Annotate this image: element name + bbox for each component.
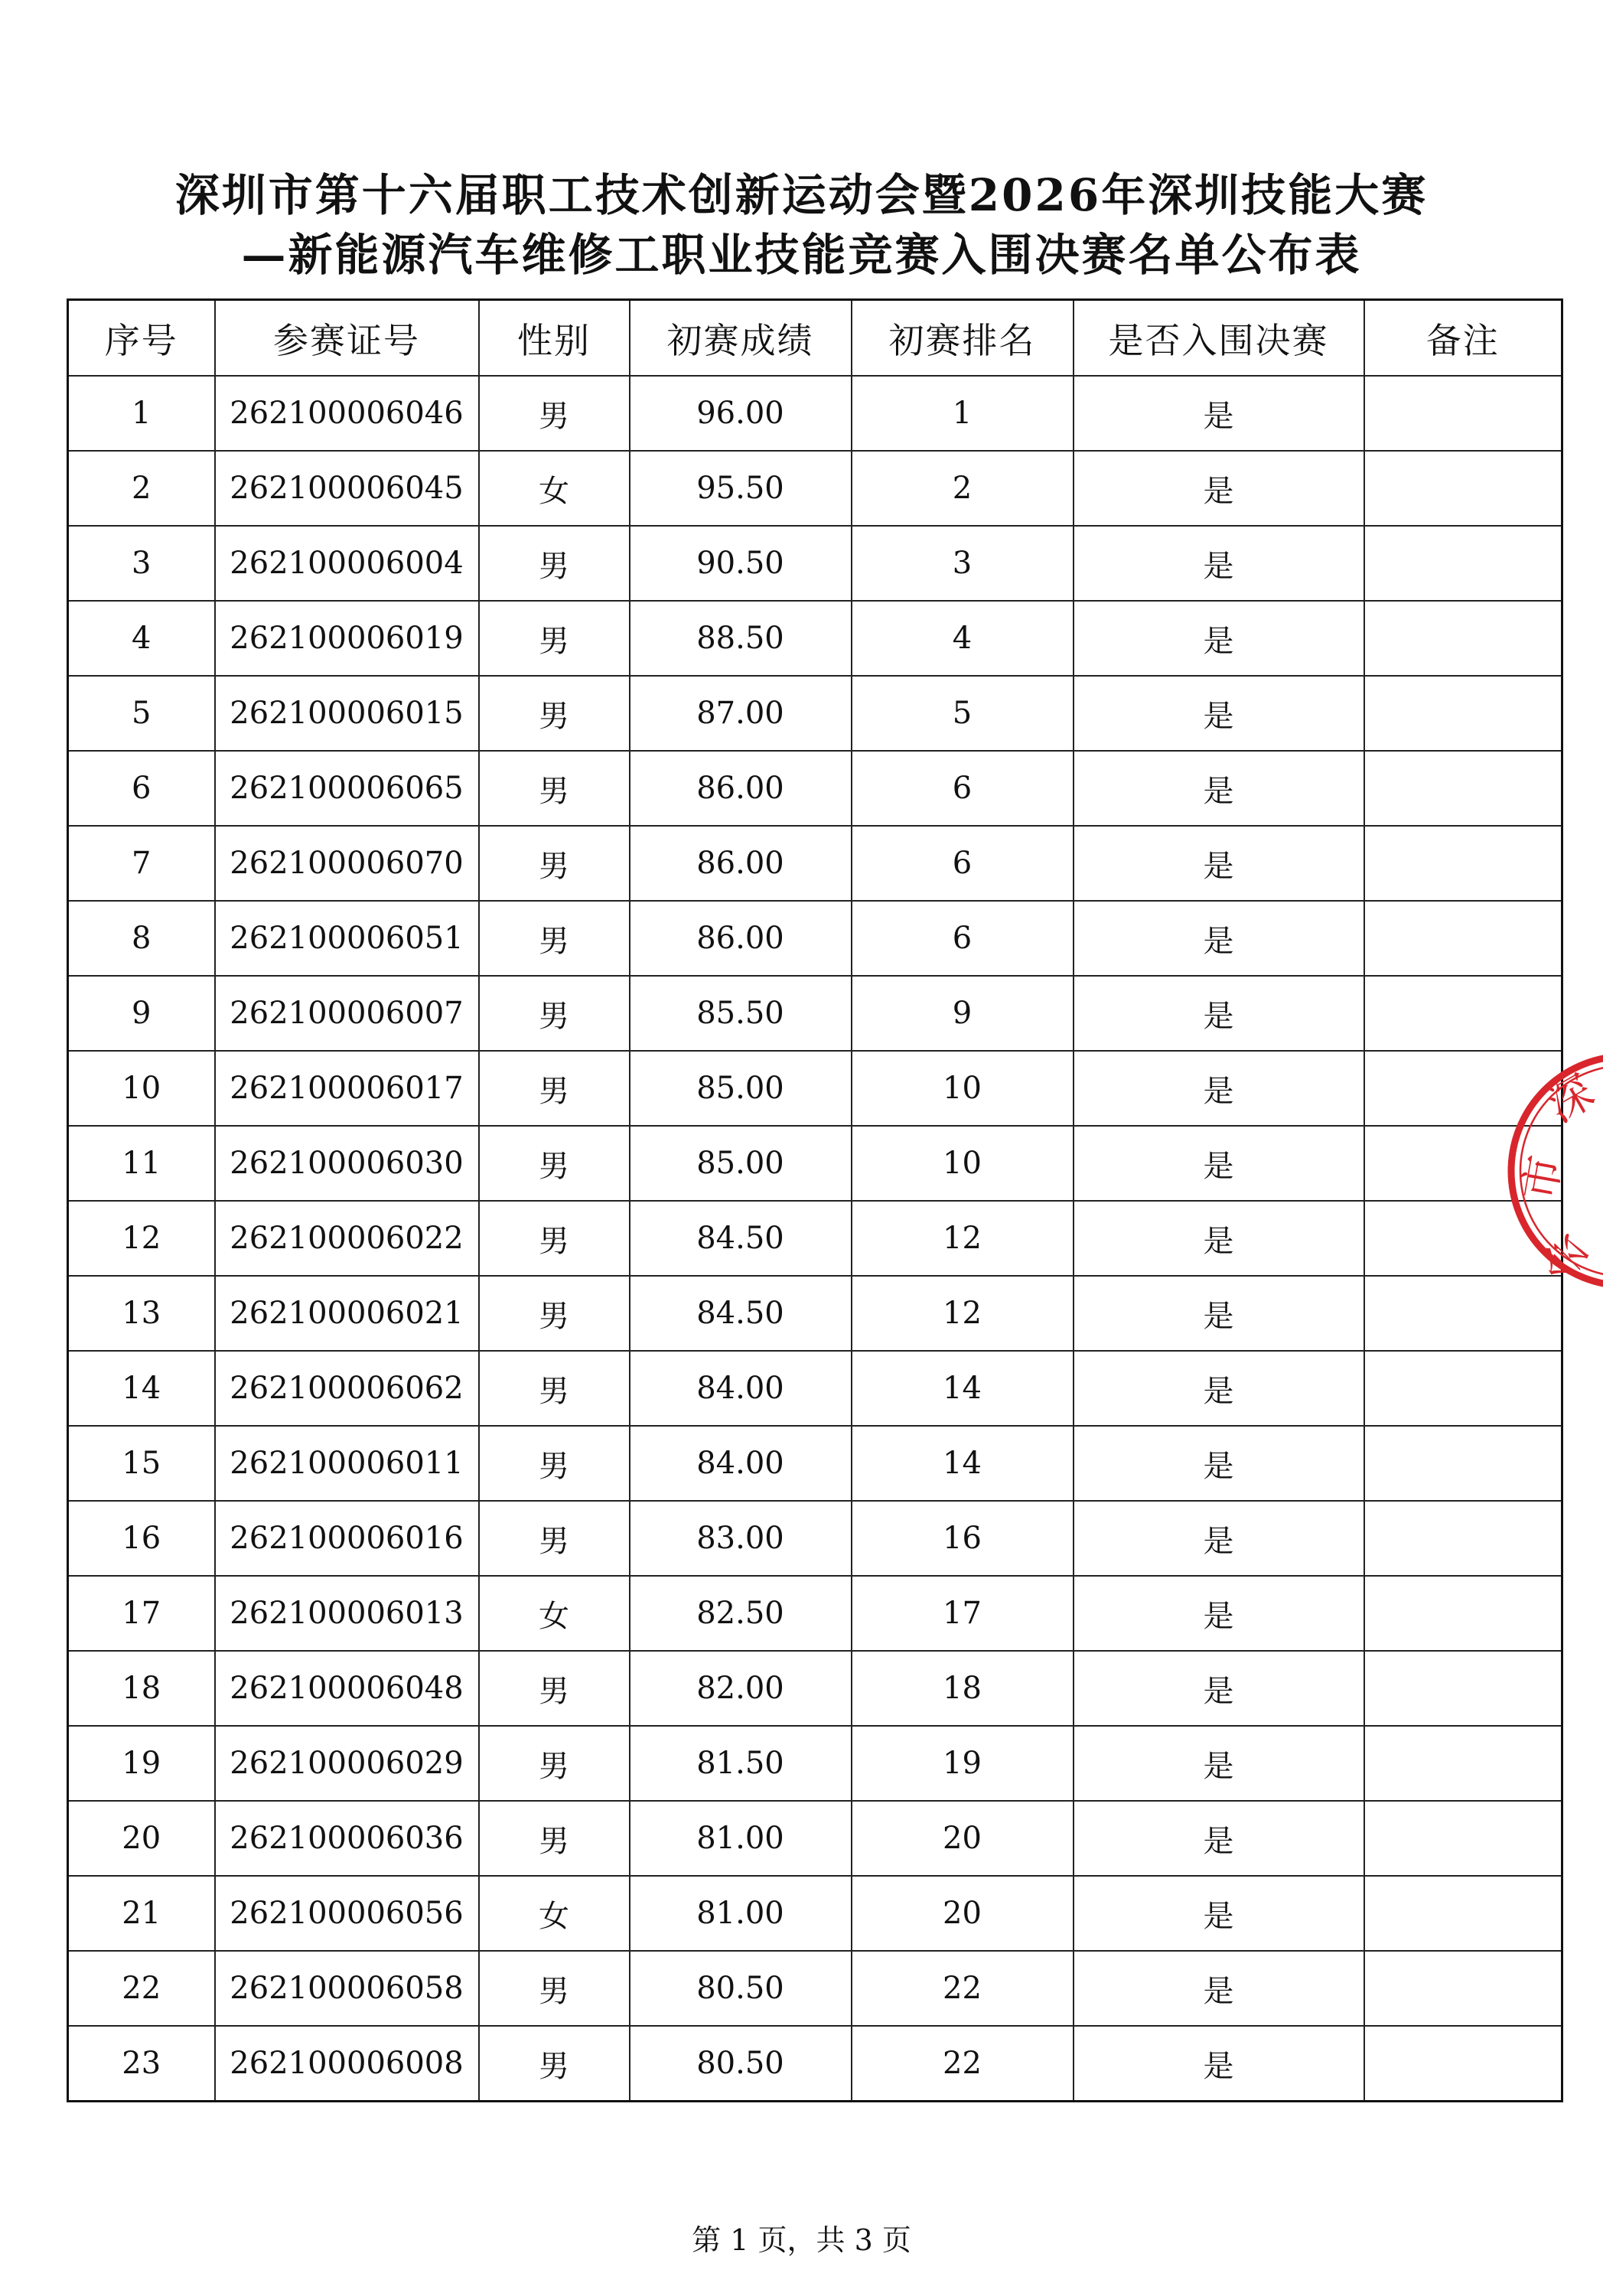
cell-finalist: 是 [1074, 976, 1364, 1051]
cell-index: 22 [68, 1951, 215, 2026]
cell-finalist: 是 [1074, 1126, 1364, 1201]
cell-remarks [1364, 1501, 1562, 1576]
table-row [68, 1501, 1562, 1576]
cell-entry-number: 262100006015 [215, 676, 479, 751]
cell-finalist: 是 [1074, 826, 1364, 901]
seal-character: 市 [1512, 1151, 1572, 1205]
cell-gender: 男 [479, 376, 630, 451]
cell-entry-number: 262100006008 [215, 2026, 479, 2102]
cell-remarks [1364, 1576, 1562, 1651]
cell-index: 16 [68, 1501, 215, 1576]
cell-remarks [1364, 676, 1562, 751]
table-row [68, 2026, 1562, 2102]
cell-remarks [1364, 1651, 1562, 1726]
cell-entry-number: 262100006045 [215, 451, 479, 526]
cell-score: 95.50 [630, 451, 852, 526]
cell-gender: 男 [479, 1426, 630, 1501]
cell-finalist: 是 [1074, 526, 1364, 601]
cell-rank: 19 [852, 1726, 1074, 1801]
table-row [68, 676, 1562, 751]
cell-finalist: 是 [1074, 1951, 1364, 2026]
cell-score: 81.00 [630, 1801, 852, 1876]
cell-score: 86.00 [630, 826, 852, 901]
cell-rank: 3 [852, 526, 1074, 601]
cell-finalist: 是 [1074, 751, 1364, 826]
header-gender: 性别 [479, 300, 630, 377]
cell-entry-number: 262100006036 [215, 1801, 479, 1876]
cell-score: 82.50 [630, 1576, 852, 1651]
cell-rank: 16 [852, 1501, 1074, 1576]
cell-entry-number: 262100006007 [215, 976, 479, 1051]
header-remarks: 备注 [1364, 300, 1562, 377]
cell-score: 80.50 [630, 1951, 852, 2026]
cell-score: 84.00 [630, 1351, 852, 1426]
cell-remarks [1364, 751, 1562, 826]
page-footer: 第 1 页，共 3 页 [692, 2223, 911, 2257]
cell-remarks [1364, 1801, 1562, 1876]
table-row [68, 1426, 1562, 1501]
cell-rank: 12 [852, 1201, 1074, 1276]
cell-finalist: 是 [1074, 1726, 1364, 1801]
table-row [68, 751, 1562, 826]
table-row [68, 1126, 1562, 1201]
table-row [68, 526, 1562, 601]
cell-gender: 男 [479, 601, 630, 676]
cell-rank: 9 [852, 976, 1074, 1051]
cell-entry-number: 262100006021 [215, 1276, 479, 1351]
cell-entry-number: 262100006051 [215, 901, 479, 976]
cell-rank: 6 [852, 901, 1074, 976]
cell-finalist: 是 [1074, 1201, 1364, 1276]
cell-rank: 2 [852, 451, 1074, 526]
cell-index: 23 [68, 2026, 215, 2102]
cell-index: 17 [68, 1576, 215, 1651]
cell-index: 3 [68, 526, 215, 601]
document-title-line2: —新能源汽车维修工职业技能竞赛入围决赛名单公布表 [241, 229, 1362, 281]
cell-finalist: 是 [1074, 1651, 1364, 1726]
cell-rank: 5 [852, 676, 1074, 751]
table-row [68, 1651, 1562, 1726]
cell-finalist: 是 [1074, 676, 1364, 751]
cell-rank: 4 [852, 601, 1074, 676]
cell-rank: 1 [852, 376, 1074, 451]
table-row [68, 376, 1562, 451]
header-index: 序号 [68, 300, 215, 377]
cell-gender: 男 [479, 976, 630, 1051]
cell-rank: 22 [852, 1951, 1074, 2026]
table-row [68, 1876, 1562, 1951]
cell-finalist: 是 [1074, 601, 1364, 676]
cell-rank: 18 [852, 1651, 1074, 1726]
cell-score: 81.00 [630, 1876, 852, 1951]
cell-finalist: 是 [1074, 1426, 1364, 1501]
cell-index: 9 [68, 976, 215, 1051]
cell-remarks [1364, 2026, 1562, 2102]
cell-index: 4 [68, 601, 215, 676]
table-row [68, 1051, 1562, 1126]
cell-entry-number: 262100006065 [215, 751, 479, 826]
cell-index: 11 [68, 1126, 215, 1201]
seal-character: 深 [1538, 1065, 1603, 1133]
table-row [68, 1276, 1562, 1351]
cell-score: 88.50 [630, 601, 852, 676]
cell-index: 14 [68, 1351, 215, 1426]
table-row [68, 1576, 1562, 1651]
cell-rank: 20 [852, 1801, 1074, 1876]
cell-remarks [1364, 1951, 1562, 2026]
cell-index: 6 [68, 751, 215, 826]
cell-score: 80.50 [630, 2026, 852, 2102]
cell-remarks [1364, 976, 1562, 1051]
cell-entry-number: 262100006013 [215, 1576, 479, 1651]
cell-rank: 10 [852, 1126, 1074, 1201]
table-row [68, 1951, 1562, 2026]
cell-entry-number: 262100006022 [215, 1201, 479, 1276]
cell-rank: 6 [852, 751, 1074, 826]
cell-remarks [1364, 1876, 1562, 1951]
cell-rank: 6 [852, 826, 1074, 901]
cell-rank: 22 [852, 2026, 1074, 2102]
cell-score: 81.50 [630, 1726, 852, 1801]
cell-gender: 男 [479, 826, 630, 901]
cell-index: 5 [68, 676, 215, 751]
cell-finalist: 是 [1074, 901, 1364, 976]
cell-remarks [1364, 1426, 1562, 1501]
cell-gender: 男 [479, 676, 630, 751]
cell-gender: 男 [479, 1351, 630, 1426]
cell-gender: 女 [479, 1876, 630, 1951]
cell-index: 20 [68, 1801, 215, 1876]
cell-finalist: 是 [1074, 1876, 1364, 1951]
cell-entry-number: 262100006046 [215, 376, 479, 451]
cell-remarks [1364, 1726, 1562, 1801]
cell-entry-number: 262100006019 [215, 601, 479, 676]
cell-index: 21 [68, 1876, 215, 1951]
cell-finalist: 是 [1074, 1276, 1364, 1351]
finalist-table-container [67, 298, 1561, 2102]
cell-score: 96.00 [630, 376, 852, 451]
cell-entry-number: 262100006016 [215, 1501, 479, 1576]
cell-score: 86.00 [630, 751, 852, 826]
cell-rank: 14 [852, 1351, 1074, 1426]
cell-score: 82.00 [630, 1651, 852, 1726]
cell-gender: 男 [479, 526, 630, 601]
table-row [68, 826, 1562, 901]
cell-gender: 女 [479, 451, 630, 526]
table-row [68, 601, 1562, 676]
cell-remarks [1364, 901, 1562, 976]
cell-finalist: 是 [1074, 376, 1364, 451]
cell-score: 84.50 [630, 1276, 852, 1351]
document-title-line1: 深圳市第十六届职工技术创新运动会暨2026年深圳技能大赛 [174, 169, 1429, 221]
cell-gender: 男 [479, 1951, 630, 2026]
cell-entry-number: 262100006048 [215, 1651, 479, 1726]
finalist-table [67, 298, 1563, 2102]
cell-entry-number: 262100006004 [215, 526, 479, 601]
cell-entry-number: 262100006070 [215, 826, 479, 901]
seal-character: 会 [1531, 1223, 1601, 1293]
cell-finalist: 是 [1074, 1351, 1364, 1426]
table-row [68, 901, 1562, 976]
cell-finalist: 是 [1074, 451, 1364, 526]
cell-entry-number: 262100006062 [215, 1351, 479, 1426]
cell-index: 18 [68, 1651, 215, 1726]
cell-rank: 17 [852, 1576, 1074, 1651]
cell-entry-number: 262100006030 [215, 1126, 479, 1201]
cell-index: 2 [68, 451, 215, 526]
cell-index: 12 [68, 1201, 215, 1276]
cell-score: 87.00 [630, 676, 852, 751]
cell-rank: 20 [852, 1876, 1074, 1951]
cell-score: 84.50 [630, 1201, 852, 1276]
cell-rank: 14 [852, 1426, 1074, 1501]
cell-remarks [1364, 826, 1562, 901]
cell-rank: 12 [852, 1276, 1074, 1351]
cell-score: 85.00 [630, 1126, 852, 1201]
cell-index: 8 [68, 901, 215, 976]
table-row [68, 451, 1562, 526]
cell-gender: 男 [479, 901, 630, 976]
cell-score: 85.50 [630, 976, 852, 1051]
cell-entry-number: 262100006029 [215, 1726, 479, 1801]
cell-gender: 男 [479, 2026, 630, 2102]
cell-remarks [1364, 376, 1562, 451]
cell-finalist: 是 [1074, 1501, 1364, 1576]
cell-gender: 男 [479, 1651, 630, 1726]
cell-index: 10 [68, 1051, 215, 1126]
table-row [68, 1801, 1562, 1876]
header-entry-number: 参赛证号 [215, 300, 479, 377]
cell-score: 83.00 [630, 1501, 852, 1576]
cell-index: 1 [68, 376, 215, 451]
cell-score: 90.50 [630, 526, 852, 601]
cell-gender: 男 [479, 751, 630, 826]
table-row [68, 1351, 1562, 1426]
cell-finalist: 是 [1074, 2026, 1364, 2102]
cell-remarks [1364, 526, 1562, 601]
cell-gender: 男 [479, 1051, 630, 1126]
cell-gender: 男 [479, 1726, 630, 1801]
table-row [68, 1726, 1562, 1801]
header-preliminary-rank: 初赛排名 [852, 300, 1074, 377]
cell-gender: 男 [479, 1501, 630, 1576]
cell-finalist: 是 [1074, 1576, 1364, 1651]
cell-gender: 男 [479, 1801, 630, 1876]
official-seal-icon [1500, 1045, 1603, 1297]
cell-score: 86.00 [630, 901, 852, 976]
table-row [68, 1201, 1562, 1276]
cell-score: 84.00 [630, 1426, 852, 1501]
cell-finalist: 是 [1074, 1801, 1364, 1876]
cell-index: 15 [68, 1426, 215, 1501]
header-finalist: 是否入围决赛 [1074, 300, 1364, 377]
cell-entry-number: 262100006017 [215, 1051, 479, 1126]
cell-entry-number: 262100006011 [215, 1426, 479, 1501]
cell-remarks [1364, 601, 1562, 676]
cell-score: 85.00 [630, 1051, 852, 1126]
table-row [68, 976, 1562, 1051]
cell-index: 7 [68, 826, 215, 901]
cell-remarks [1364, 451, 1562, 526]
cell-entry-number: 262100006056 [215, 1876, 479, 1951]
cell-gender: 男 [479, 1126, 630, 1201]
table-body [68, 376, 1562, 2102]
table-header-row [68, 300, 1562, 377]
cell-entry-number: 262100006058 [215, 1951, 479, 2026]
header-preliminary-score: 初赛成绩 [630, 300, 852, 377]
cell-index: 13 [68, 1276, 215, 1351]
cell-gender: 女 [479, 1576, 630, 1651]
cell-finalist: 是 [1074, 1051, 1364, 1126]
cell-gender: 男 [479, 1276, 630, 1351]
cell-index: 19 [68, 1726, 215, 1801]
cell-rank: 10 [852, 1051, 1074, 1126]
cell-gender: 男 [479, 1201, 630, 1276]
cell-remarks [1364, 1351, 1562, 1426]
